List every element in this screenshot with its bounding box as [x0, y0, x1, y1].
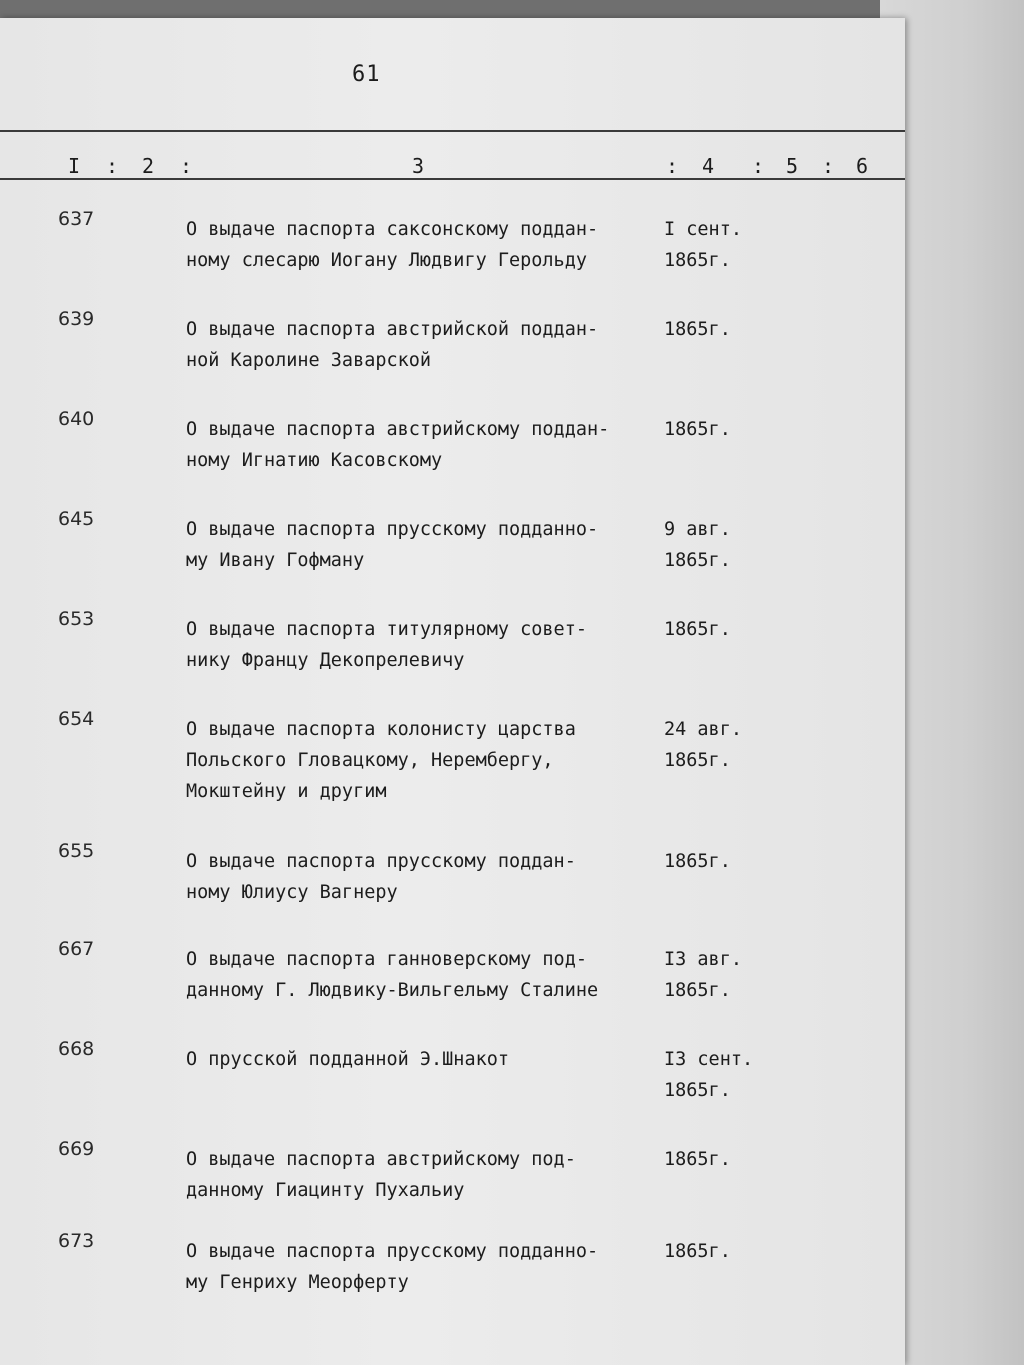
entry-title: О выдаче паспорта колонисту царства Польского Гловацкому, Нерембергу, Мокштейну и другим: [186, 719, 576, 802]
column-header-3: 3: [412, 154, 425, 178]
header-rule-bottom: [0, 178, 905, 180]
column-separator: :: [666, 154, 679, 178]
entry-title: О выдаче паспорта титулярному совет- нику Францу Декопрелевичу: [186, 619, 587, 671]
entry-date: 1865г.: [664, 619, 731, 640]
entry-date: 1865г.: [664, 1149, 731, 1170]
entry-number: 668: [58, 1038, 95, 1060]
entry-number: 673: [58, 1230, 95, 1252]
column-separator: :: [106, 154, 119, 178]
entry-title: О выдаче паспорта прусскому поддан- ному Юлиусу Вагнеру: [186, 851, 576, 903]
entry-number: 655: [58, 840, 95, 862]
column-header-1: I: [68, 154, 81, 178]
entry-number: 667: [58, 938, 95, 960]
entry-number: 640: [58, 408, 95, 430]
entry-number: 645: [58, 508, 95, 530]
document-page: [0, 18, 905, 1365]
entry-number: 637: [58, 208, 95, 230]
entry-date: I3 авг. 1865г.: [664, 949, 742, 1001]
column-separator: :: [752, 154, 765, 178]
entry-title: О выдаче паспорта прусскому подданно- му Ивану Гофману: [186, 519, 599, 571]
entry-number: 639: [58, 308, 95, 330]
entry-number: 654: [58, 708, 95, 730]
entry-date: 24 авг. 1865г.: [664, 719, 742, 771]
entry-date: I3 сент. 1865г.: [664, 1049, 754, 1101]
column-separator: :: [822, 154, 835, 178]
entry-date: I сент. 1865г.: [664, 219, 742, 271]
page-number: 61: [352, 62, 381, 87]
entry-date: 1865г.: [664, 1241, 731, 1262]
entry-title: О выдаче паспорта австрийскому под- данному Гиацинту Пухальиу: [186, 1149, 576, 1201]
entry-title: О выдаче паспорта саксонскому поддан- ному слесарю Иогану Людвигу Герольду: [186, 219, 599, 271]
entry-date: 1865г.: [664, 319, 731, 340]
entry-date: 1865г.: [664, 419, 731, 440]
column-header-4: 4: [702, 154, 715, 178]
header-rule-top: [0, 130, 905, 132]
entry-title: О прусской подданной Э.Шнакот: [186, 1049, 510, 1070]
entry-date: 1865г.: [664, 851, 731, 872]
entry-number: 669: [58, 1138, 95, 1160]
entry-title: О выдаче паспорта австрийской поддан- ной Каролине Заварской: [186, 319, 599, 371]
column-header-5: 5: [786, 154, 799, 178]
entry-title: О выдаче паспорта австрийскому поддан- ному Игнатию Касовскому: [186, 419, 610, 471]
entry-title: О выдаче паспорта ганноверскому под- данному Г. Людвику-Вильгельму Сталине: [186, 949, 599, 1001]
entry-number: 653: [58, 608, 95, 630]
column-separator: :: [180, 154, 193, 178]
entry-title: О выдаче паспорта прусскому подданно- му Генриху Меорферту: [186, 1241, 599, 1293]
column-header-6: 6: [856, 154, 869, 178]
column-header-2: 2: [142, 154, 155, 178]
entry-date: 9 авг. 1865г.: [664, 519, 731, 571]
